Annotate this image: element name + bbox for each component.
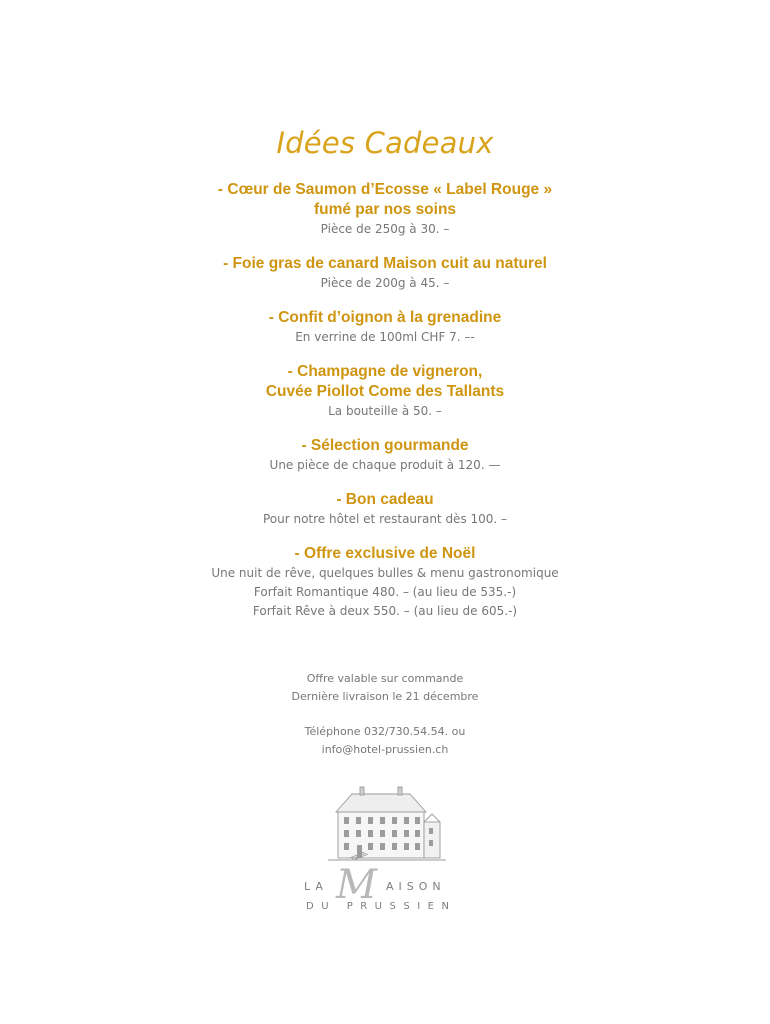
- logo-word-la: LA: [304, 880, 328, 893]
- order-note: Offre valable sur commande: [306, 672, 464, 685]
- gift-item-title: - Offre exclusive de Noël: [294, 545, 476, 562]
- gift-item-title: - Bon cadeau: [336, 491, 434, 508]
- gift-item-detail: Une nuit de rêve, quelques bulles & menu gastronomique: [211, 566, 559, 580]
- order-notes: [0, 670, 770, 706]
- gift-item-detail: En verrine de 100ml CHF 7. –-: [295, 330, 475, 344]
- gift-item-title: - Sélection gourmande: [301, 437, 469, 454]
- order-note: Dernière livraison le 21 décembre: [291, 690, 479, 703]
- logo-word-maison: AISON: [386, 880, 446, 893]
- gift-item-detail: Pour notre hôtel et restaurant dès 100. –: [262, 512, 508, 526]
- gift-items-list: [0, 180, 770, 636]
- gift-item-salmon: [0, 180, 770, 239]
- gift-item-title: Cuvée Piollot Come des Tallants: [265, 383, 505, 400]
- contact-phone: Téléphone 032/730.54.54. ou: [304, 725, 466, 738]
- gift-item-detail: La bouteille à 50. –: [328, 404, 442, 418]
- gift-item-detail: Forfait Rêve à deux 550. – (au lieu de 605.-): [252, 604, 518, 618]
- gift-item-foie-gras: [0, 254, 770, 293]
- gift-item-detail: Pièce de 200g à 45. –: [320, 276, 450, 290]
- gift-item-title: - Confit d’oignon à la grenadine: [268, 309, 502, 326]
- gift-item-title: fumé par nos soins: [313, 201, 457, 218]
- gift-item-gourmet-selection: [0, 436, 770, 475]
- gift-item-title: - Champagne de vigneron,: [287, 363, 483, 380]
- gift-item-detail: Forfait Romantique 480. – (au lieu de 535.-): [253, 585, 517, 599]
- logo-word-du-prussien: DU PRUSSIEN: [306, 901, 457, 912]
- contact-info: [0, 723, 770, 759]
- gift-item-title: - Cœur de Saumon d’Ecosse « Label Rouge »: [217, 181, 553, 198]
- gift-item-christmas-offer: [0, 544, 770, 621]
- gift-item-gift-voucher: [0, 490, 770, 529]
- gift-item-detail: Pièce de 250g à 30. –: [320, 222, 450, 236]
- gift-item-title: - Foie gras de canard Maison cuit au naturel: [223, 255, 547, 272]
- building-illustration-icon: [300, 782, 470, 872]
- hotel-logo: [300, 782, 470, 922]
- logo-monogram: M: [336, 862, 377, 908]
- page-title: Idées Cadeaux: [276, 126, 494, 160]
- gift-item-detail: Une pièce de chaque produit à 120. —: [269, 458, 501, 472]
- gift-item-champagne: [0, 362, 770, 421]
- gift-item-onion-confit: [0, 308, 770, 347]
- contact-email: info@hotel-prussien.ch: [321, 743, 449, 756]
